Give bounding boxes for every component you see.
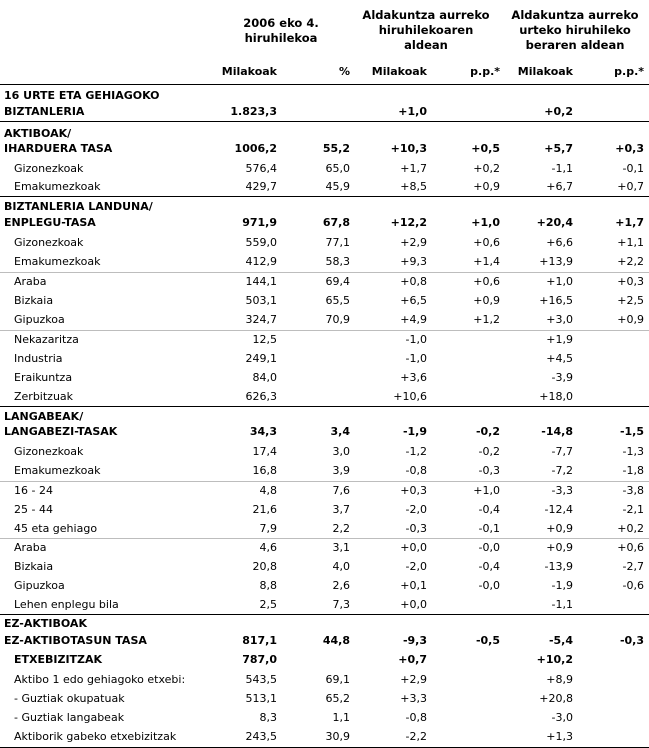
cell-col-0: 1.823,3 — [230, 105, 277, 118]
group-separator — [0, 538, 649, 539]
cell-col-4: -3,3 — [551, 484, 573, 497]
row-label: Gizonezkoak — [14, 162, 84, 175]
divider — [0, 196, 649, 197]
cell-col-2: -1,9 — [402, 425, 427, 438]
cell-col-0: 21,6 — [252, 503, 277, 516]
cell-col-0: 20,8 — [252, 560, 277, 573]
header-2006-q4: 2006 eko 4. hiruhilekoa — [243, 16, 319, 45]
cell-col-4: -14,8 — [541, 425, 573, 438]
row-label: LANGABEAK/ — [4, 410, 84, 423]
cell-col-3: +0,9 — [473, 294, 500, 307]
cell-col-1: 30,9 — [325, 730, 350, 743]
cell-col-2: -0,8 — [405, 464, 427, 477]
cell-col-2: +9,3 — [400, 255, 427, 268]
row-label: Nekazaritza — [14, 333, 79, 346]
row-label: - Guztiak okupatuak — [14, 692, 125, 705]
cell-col-3: +1,4 — [473, 255, 500, 268]
cell-col-4: +20,8 — [539, 692, 573, 705]
cell-col-2: +10,6 — [393, 390, 427, 403]
cell-col-4: -7,2 — [551, 464, 573, 477]
cell-col-4: -13,9 — [544, 560, 573, 573]
cell-col-3: +1,2 — [473, 313, 500, 326]
subheader-col-3: p.p.* — [470, 65, 500, 78]
cell-col-4: -1,9 — [551, 579, 573, 592]
cell-col-4: +1,0 — [546, 275, 573, 288]
cell-col-3: +1,0 — [471, 216, 500, 229]
cell-col-0: 513,1 — [245, 692, 277, 705]
cell-col-4: +4,5 — [546, 352, 573, 365]
cell-col-2: -2,2 — [405, 730, 427, 743]
cell-col-2: -2,0 — [405, 560, 427, 573]
cell-col-1: 69,4 — [325, 275, 350, 288]
row-label: EZ-AKTIBOAK — [4, 617, 87, 630]
cell-col-1: 1,1 — [332, 711, 350, 724]
cell-col-2: +2,9 — [400, 236, 427, 249]
cell-col-0: 84,0 — [252, 371, 277, 384]
cell-col-5: +0,3 — [617, 275, 644, 288]
row-label: Industria — [14, 352, 63, 365]
row-label: Gizonezkoak — [14, 445, 84, 458]
row-label: Aktibo 1 edo gehiagoko etxebi: — [14, 673, 186, 686]
cell-col-1: 3,7 — [332, 503, 350, 516]
cell-col-0: 7,9 — [259, 522, 277, 535]
row-label: Emakumezkoak — [14, 255, 101, 268]
cell-col-0: 4,6 — [259, 541, 277, 554]
cell-col-1: 45,9 — [325, 180, 350, 193]
cell-col-5: +2,5 — [617, 294, 644, 307]
cell-col-0: 1006,2 — [234, 142, 277, 155]
cell-col-2: +10,3 — [390, 142, 427, 155]
cell-col-4: -3,9 — [551, 371, 573, 384]
divider — [0, 406, 649, 407]
cell-col-2: +0,1 — [400, 579, 427, 592]
divider — [0, 121, 649, 122]
cell-col-3: -0,5 — [475, 634, 500, 647]
cell-col-2: -1,0 — [405, 352, 427, 365]
row-label: Gipuzkoa — [14, 579, 65, 592]
cell-col-4: +20,4 — [536, 216, 573, 229]
cell-col-0: 34,3 — [249, 425, 277, 438]
cell-col-3: +0,9 — [473, 180, 500, 193]
cell-col-4: +3,0 — [546, 313, 573, 326]
row-label: 16 URTE ETA GEHIAGOKO — [4, 89, 160, 102]
cell-col-3: -0,0 — [478, 579, 500, 592]
cell-col-0: 8,8 — [259, 579, 277, 592]
group-separator — [0, 272, 649, 273]
cell-col-4: +0,9 — [546, 522, 573, 535]
cell-col-5: +0,6 — [617, 541, 644, 554]
cell-col-4: +16,5 — [539, 294, 573, 307]
cell-col-1: 65,2 — [325, 692, 350, 705]
cell-col-0: 971,9 — [242, 216, 277, 229]
cell-col-0: 17,4 — [252, 445, 277, 458]
cell-col-5: -2,7 — [622, 560, 644, 573]
row-label: Araba — [14, 275, 47, 288]
cell-col-2: -9,3 — [402, 634, 427, 647]
row-label: Emakumezkoak — [14, 464, 101, 477]
cell-col-2: +8,5 — [400, 180, 427, 193]
cell-col-0: 324,7 — [245, 313, 277, 326]
cell-col-5: +0,3 — [615, 142, 644, 155]
cell-col-3: -0,2 — [475, 425, 500, 438]
cell-col-3: +0,6 — [473, 236, 500, 249]
cell-col-3: -0,0 — [478, 541, 500, 554]
cell-col-1: 65,5 — [325, 294, 350, 307]
cell-col-1: 7,6 — [332, 484, 350, 497]
cell-col-4: -12,4 — [544, 503, 573, 516]
cell-col-2: +3,6 — [400, 371, 427, 384]
row-label: Gizonezkoak — [14, 236, 84, 249]
cell-col-4: +10,2 — [536, 653, 573, 666]
row-label: Zerbitzuak — [14, 390, 74, 403]
group-separator — [0, 481, 649, 482]
cell-col-5: +0,9 — [617, 313, 644, 326]
cell-col-3: -0,2 — [478, 445, 500, 458]
cell-col-0: 787,0 — [242, 653, 277, 666]
row-label: 45 eta gehiago — [14, 522, 98, 535]
group-separator — [0, 330, 649, 331]
cell-col-0: 249,1 — [245, 352, 277, 365]
cell-col-1: 70,9 — [325, 313, 350, 326]
cell-col-2: +0,3 — [400, 484, 427, 497]
cell-col-1: 2,6 — [332, 579, 350, 592]
cell-col-0: 576,4 — [245, 162, 277, 175]
cell-col-5: -1,5 — [619, 425, 644, 438]
cell-col-1: 3,4 — [330, 425, 350, 438]
cell-col-4: +5,7 — [544, 142, 573, 155]
cell-col-4: +1,9 — [546, 333, 573, 346]
cell-col-0: 412,9 — [245, 255, 277, 268]
cell-col-0: 12,5 — [252, 333, 277, 346]
cell-col-3: +0,6 — [473, 275, 500, 288]
subheader-col-0: Milakoak — [221, 65, 277, 78]
cell-col-4: +0,2 — [544, 105, 573, 118]
cell-col-1: 55,2 — [322, 142, 350, 155]
row-label: ETXEBIZITZAK — [14, 653, 103, 666]
cell-col-2: +0,0 — [400, 541, 427, 554]
cell-col-4: +13,9 — [539, 255, 573, 268]
cell-col-1: 67,8 — [322, 216, 350, 229]
cell-col-0: 144,1 — [245, 275, 277, 288]
divider — [0, 614, 649, 615]
cell-col-3: -0,3 — [478, 464, 500, 477]
subheader-col-1: % — [338, 65, 350, 78]
cell-col-3: +1,0 — [473, 484, 500, 497]
cell-col-5: -1,8 — [622, 464, 644, 477]
subheader-col-2: Milakoak — [371, 65, 427, 78]
cell-col-5: -0,3 — [619, 634, 644, 647]
cell-col-2: +0,8 — [400, 275, 427, 288]
cell-col-1: 4,0 — [332, 560, 350, 573]
cell-col-2: +1,7 — [400, 162, 427, 175]
cell-col-1: 3,9 — [332, 464, 350, 477]
cell-col-4: +6,6 — [546, 236, 573, 249]
cell-col-0: 543,5 — [245, 673, 277, 686]
cell-col-2: -1,0 — [405, 333, 427, 346]
cell-col-1: 3,1 — [332, 541, 350, 554]
cell-col-4: +1,3 — [546, 730, 573, 743]
cell-col-2: +0,7 — [398, 653, 427, 666]
cell-col-0: 2,5 — [259, 598, 277, 611]
cell-col-2: +2,9 — [400, 673, 427, 686]
cell-col-3: -0,1 — [478, 522, 500, 535]
cell-col-1: 77,1 — [325, 236, 350, 249]
cell-col-3: +0,5 — [471, 142, 500, 155]
cell-col-2: +1,0 — [398, 105, 427, 118]
cell-col-4: -5,4 — [548, 634, 573, 647]
cell-col-3: -0,4 — [478, 503, 500, 516]
cell-col-1: 58,3 — [325, 255, 350, 268]
row-label: AKTIBOAK/ — [4, 127, 72, 140]
row-label: 25 - 44 — [14, 503, 53, 516]
cell-col-4: -1,1 — [551, 162, 573, 175]
cell-col-4: -7,7 — [551, 445, 573, 458]
divider — [0, 84, 649, 85]
cell-col-5: -0,6 — [622, 579, 644, 592]
cell-col-0: 8,3 — [259, 711, 277, 724]
cell-col-4: -3,0 — [551, 711, 573, 724]
row-label: BIZTANLERIA LANDUNA/ — [4, 200, 153, 213]
subheader-col-5: p.p.* — [614, 65, 644, 78]
cell-col-0: 817,1 — [242, 634, 277, 647]
cell-col-3: +0,2 — [473, 162, 500, 175]
row-label: Emakumezkoak — [14, 180, 101, 193]
row-label: EZ-AKTIBOTASUN TASA — [4, 634, 147, 647]
cell-col-1: 69,1 — [325, 673, 350, 686]
cell-col-4: -1,1 — [551, 598, 573, 611]
cell-col-2: +0,0 — [400, 598, 427, 611]
cell-col-1: 2,2 — [332, 522, 350, 535]
cell-col-1: 44,8 — [322, 634, 350, 647]
row-label: LANGABEZI-TASAK — [4, 425, 118, 438]
cell-col-2: -1,2 — [405, 445, 427, 458]
row-label: BIZTANLERIA — [4, 105, 85, 118]
cell-col-0: 503,1 — [245, 294, 277, 307]
cell-col-2: +6,5 — [400, 294, 427, 307]
cell-col-5: +1,7 — [615, 216, 644, 229]
cell-col-1: 65,0 — [325, 162, 350, 175]
cell-col-5: +0,7 — [617, 180, 644, 193]
row-label: Araba — [14, 541, 47, 554]
row-label: 16 - 24 — [14, 484, 53, 497]
row-label: Lehen enplegu bila — [14, 598, 119, 611]
row-label: Bizkaia — [14, 560, 54, 573]
cell-col-0: 429,7 — [245, 180, 277, 193]
cell-col-4: +18,0 — [539, 390, 573, 403]
cell-col-1: 3,0 — [332, 445, 350, 458]
header-change-prev-quarter: Aldakuntza aurreko hiruhilekoaren aldean — [362, 8, 490, 52]
row-label: - Guztiak langabeak — [14, 711, 125, 724]
cell-col-2: -2,0 — [405, 503, 427, 516]
row-label: ENPLEGU-TASA — [4, 216, 96, 229]
cell-col-4: +8,9 — [546, 673, 573, 686]
cell-col-0: 626,3 — [245, 390, 277, 403]
row-label: IHARDUERA TASA — [4, 142, 113, 155]
cell-col-2: -0,8 — [405, 711, 427, 724]
cell-col-5: -3,8 — [622, 484, 644, 497]
cell-col-0: 559,0 — [245, 236, 277, 249]
cell-col-0: 4,8 — [259, 484, 277, 497]
cell-col-2: -0,3 — [405, 522, 427, 535]
cell-col-2: +12,2 — [390, 216, 427, 229]
cell-col-0: 243,5 — [245, 730, 277, 743]
cell-col-5: +2,2 — [617, 255, 644, 268]
row-label: Gipuzkoa — [14, 313, 65, 326]
row-label: Eraikuntza — [14, 371, 73, 384]
cell-col-4: +0,9 — [546, 541, 573, 554]
cell-col-5: -2,1 — [622, 503, 644, 516]
cell-col-5: +0,2 — [617, 522, 644, 535]
cell-col-2: +4,9 — [400, 313, 427, 326]
cell-col-3: -0,4 — [478, 560, 500, 573]
cell-col-5: +1,1 — [617, 236, 644, 249]
header-change-prev-year: Aldakuntza aurreko urteko hiruhileko beraren aldean — [511, 8, 639, 52]
cell-col-2: +3,3 — [400, 692, 427, 705]
row-label: Aktiborik gabeko etxebizitzak — [14, 730, 177, 743]
cell-col-4: +6,7 — [546, 180, 573, 193]
row-label: Bizkaia — [14, 294, 54, 307]
cell-col-5: -0,1 — [622, 162, 644, 175]
cell-col-1: 7,3 — [332, 598, 350, 611]
cell-col-0: 16,8 — [252, 464, 277, 477]
cell-col-5: -1,3 — [622, 445, 644, 458]
subheader-col-4: Milakoak — [517, 65, 573, 78]
